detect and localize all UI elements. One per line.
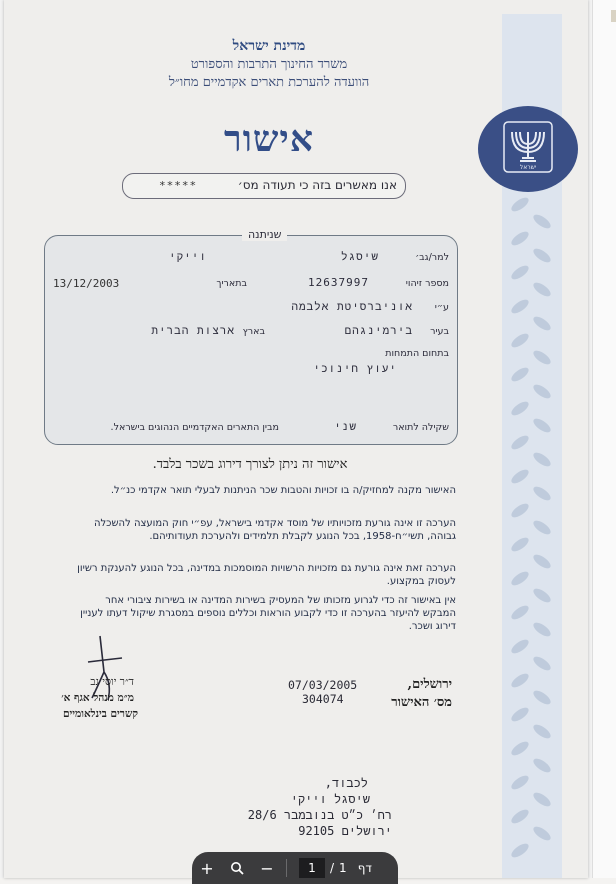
signatory-name: ד״ר יוסי גב: [90, 676, 134, 688]
committee-name: הוועדה להערכת תארים אקדמיים מחו״ל: [168, 75, 370, 90]
paragraph-employer: אין באישור זה כדי לגרוע מזכותו של המעסיק בשירות המדינה או בשירות ציבורי אחר המבקש להיעזר בהערכה זו כדי לקבוע הוראות וכללים נוספים במסגרת שיקול דעתו לעניין דירוג ושכר.: [80, 595, 456, 632]
id-label: מספר זיהוי: [405, 278, 449, 289]
date-label: בתאריך: [216, 278, 247, 289]
zoom-in-button[interactable]: [192, 855, 222, 881]
issue-date: 07/03/2005: [288, 678, 358, 692]
band-leaf: [531, 484, 553, 503]
document-title: אישור: [224, 118, 314, 160]
page-label: דף: [357, 861, 372, 875]
band-leaf: [531, 722, 553, 741]
band-leaf: [509, 263, 531, 282]
band-leaf: [531, 654, 553, 673]
given-label: שניתנה: [242, 228, 287, 241]
country-value: ארצות הברית: [151, 324, 235, 337]
validity-notice: אישור זה ניתן לצורך דירוג בשכר בלבד.: [152, 457, 348, 472]
band-leaf: [531, 246, 553, 265]
band-leaf: [531, 450, 553, 469]
minus-icon: −: [260, 858, 274, 878]
band-leaf: [531, 586, 553, 605]
emblem-caption: ישראל: [519, 164, 537, 171]
band-leaf: [509, 671, 531, 690]
equivalence-text: מבין התארים האקדמיים הנהוגים בישראל.: [110, 422, 279, 433]
band-leaf: [509, 297, 531, 316]
band-leaf: [509, 807, 531, 826]
signatory-department: קשרים בינלאומיים: [62, 708, 138, 720]
approval-number: 304074: [302, 692, 344, 706]
address-street: רח׳ כ״ט בנובמבר 28/6: [247, 808, 392, 822]
band-leaf: [531, 756, 553, 775]
band-leaf: [509, 603, 531, 622]
id-value: 12637997: [308, 276, 369, 289]
band-leaf: [509, 637, 531, 656]
band-leaf: [531, 212, 553, 231]
equivalence-label: שקילה לתואר: [392, 422, 449, 433]
band-leaf: [531, 790, 553, 809]
paragraph-rights: האישור מקנה למחזיק/ה בו זכויות והטבות שכר הניתנות לבעלי תואר אקדמי כנ״ל.: [110, 485, 456, 496]
city-label: בעיר: [430, 326, 449, 337]
band-leaf: [531, 688, 553, 707]
band-leaf: [531, 382, 553, 401]
band-leaf: [509, 535, 531, 554]
address-name: שיסגל וייקי: [290, 792, 370, 806]
band-leaf: [509, 739, 531, 758]
issue-city: ירושלים,: [407, 677, 452, 692]
band-leaf: [531, 552, 553, 571]
certificate-number-box: [122, 173, 406, 199]
ministry-name: משרד החינוך התרבות והספורט: [190, 57, 348, 72]
band-leaf: [531, 348, 553, 367]
approval-label: מס׳ האישור: [391, 695, 452, 710]
page-separator: /: [330, 861, 335, 875]
band-leaf: [531, 416, 553, 435]
state-name: מדינת ישראל: [232, 38, 306, 54]
band-leaf: [509, 399, 531, 418]
paragraph-authorities: הערכה זאת אינה גורעת גם מזכויות הרשויות המוסמכות במדינה, בכל הנוגע להענקת רשיון לעסוק במקצוע.: [77, 563, 456, 587]
band-leaf: [531, 280, 553, 299]
band-leaf: [509, 467, 531, 486]
total-pages: 1: [339, 861, 347, 875]
band-leaf: [531, 518, 553, 537]
address-city: ירושלים 92105: [298, 824, 392, 838]
page-number-input[interactable]: [299, 858, 325, 878]
institution-label: ע״י: [434, 302, 449, 313]
city-value: בירמינגהם: [344, 324, 413, 337]
band-leaf: [509, 331, 531, 350]
field-value: יעוץ חינוכי: [313, 362, 397, 375]
document-page: [4, 0, 588, 878]
certificate-label: אנו מאשרים בזה כי תעודה מס׳: [237, 178, 397, 192]
band-leaf: [509, 433, 531, 452]
zoom-reset-button[interactable]: [222, 855, 252, 881]
field-label: בתחום התמחות: [385, 348, 449, 359]
signatory-role: מ״מ מנהל אגף א׳: [61, 692, 134, 704]
plus-icon: +: [200, 858, 214, 878]
viewer-toolbar: [192, 852, 398, 884]
recipient-label: למר/גב׳: [415, 252, 449, 263]
date-value: 13/12/2003: [53, 277, 120, 290]
band-leaf: [509, 841, 531, 860]
band-leaf: [509, 501, 531, 520]
degree-value: שני: [334, 420, 357, 433]
magnifier-icon: [230, 861, 244, 875]
band-leaf: [509, 773, 531, 792]
adjacent-page-edge: [592, 0, 616, 878]
recipient-first-name: וייקי: [168, 250, 207, 263]
details-box: [44, 235, 458, 445]
band-leaf: [509, 365, 531, 384]
band-leaf: [531, 824, 553, 843]
band-leaf: [509, 705, 531, 724]
band-leaf: [509, 195, 531, 214]
recipient-surname: שיסגל: [340, 250, 379, 263]
band-leaf: [509, 569, 531, 588]
country-label: בארץ: [242, 326, 265, 337]
band-leaf: [531, 314, 553, 333]
toolbar-divider: [286, 859, 287, 877]
band-leaf: [531, 620, 553, 639]
paragraph-academic: הערכה זו אינה גורעת מזכויותיו של מוסד אקדמי בישראל, עפ״י חוק המועצה להשכלה גבוהה, תשי״ח-1958, בכל הנוגע לקבלת תלמידים ולהערכת תעודותיהם.: [93, 518, 456, 542]
address-to: לכבוד,: [324, 776, 368, 790]
certificate-number: *****: [159, 179, 198, 192]
zoom-out-button[interactable]: [252, 855, 282, 881]
institution-value: אוניברסיטת אלבמה: [291, 300, 413, 313]
band-leaf: [509, 229, 531, 248]
page-indicator: [291, 858, 372, 878]
